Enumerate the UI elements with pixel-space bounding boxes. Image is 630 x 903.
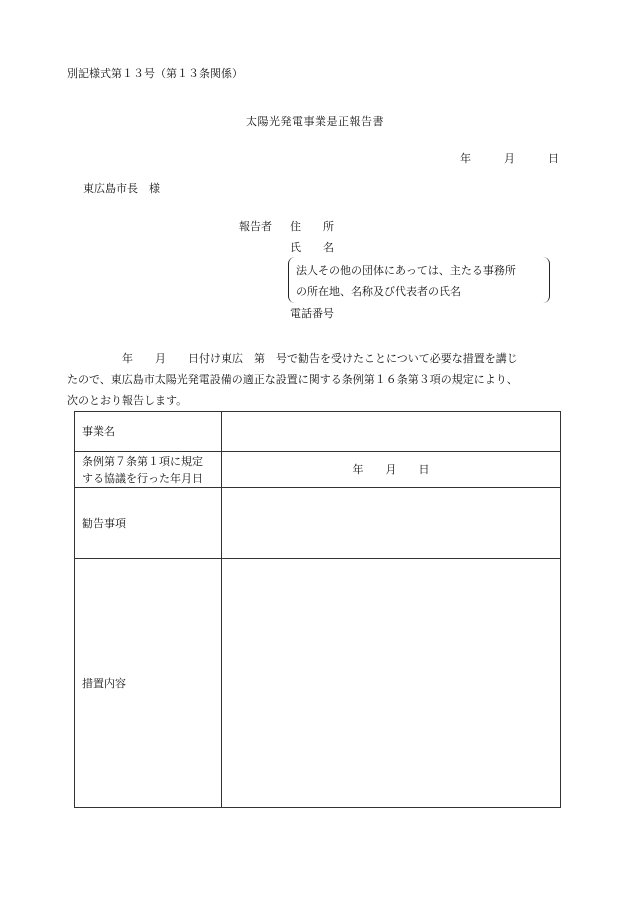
addressee: 東広島市長 様 [83,182,160,195]
project-name-label: 事業名 [75,412,222,452]
reporter-label: 報告者 [239,220,272,233]
corp-note-line1: 法人その他の団体にあっては、主たる事務所 [296,264,516,277]
phone-label: 電話番号 [290,307,334,320]
body-line-1: 年 月 日付け東広 第 号で勧告を受けたことについて必要な措置を講じ [67,352,518,365]
consultation-date-label-line2: する協議を行った年月日 [82,471,203,485]
body-text [67,348,567,411]
consultation-date-label [75,452,222,488]
date-year: 年 [460,152,471,165]
document-title: 太陽光発電事業是正報告書 [246,115,384,128]
corp-note [296,260,516,302]
date-month: 月 [504,152,515,165]
row-project-name [75,412,561,452]
corp-note-line2: の所在地、名称及び代表者の氏名 [296,285,461,298]
form-number: 別記様式第１３号（第１３条関係） [67,67,243,80]
body-line-3: 次のとおり報告します。 [67,394,188,407]
project-name-value[interactable] [222,412,561,452]
report-date [460,152,559,166]
date-day: 日 [548,152,559,165]
consultation-date-label-line1: 条例第７条第１項に規定 [82,454,203,468]
report-table [74,411,561,808]
name-label: 氏 名 [290,241,334,254]
recommendation-label: 勧告事項 [75,488,222,559]
row-recommendation [75,488,561,559]
address-label: 住 所 [290,220,334,233]
row-measures [75,559,561,808]
row-consultation-date [75,452,561,488]
recommendation-value[interactable] [222,488,561,559]
measures-label: 措置内容 [75,559,222,808]
measures-value[interactable] [222,559,561,808]
body-line-2: たので、東広島市太陽光発電設備の適正な設置に関する条例第１６条第３項の規定により、 [67,373,518,386]
consultation-date-value[interactable]: 年 月 日 [222,452,561,488]
